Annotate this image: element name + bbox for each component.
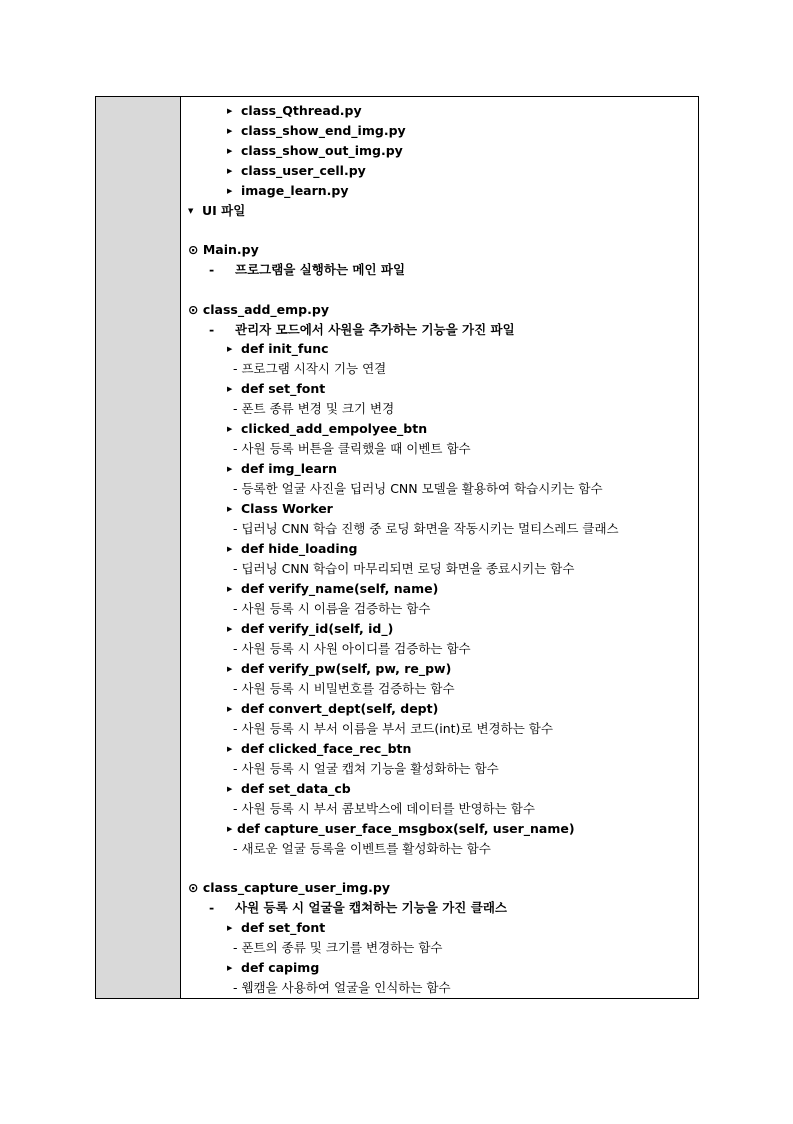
- list-item: ▶ class_Qthread.py: [227, 101, 362, 121]
- bullet-icon: ▶: [227, 924, 233, 932]
- function-description: - 웹캠을 사용하여 얼굴을 인식하는 함수: [233, 980, 451, 995]
- content-cell: [181, 97, 698, 998]
- function-name: ▶ def img_learn: [227, 459, 337, 479]
- bullet-icon: ▶: [227, 187, 233, 195]
- file-heading-capture: ⊙ class_capture_user_img.py: [188, 880, 390, 895]
- function-name: ▶ def capimg: [227, 958, 319, 978]
- function-description: - 프로그램 시작시 기능 연결: [233, 361, 387, 376]
- function-name: ▶ def convert_dept(self, dept): [227, 699, 438, 719]
- function-description: - 폰트 종류 변경 및 크기 변경: [233, 401, 395, 416]
- list-item: ▶ image_learn.py: [227, 181, 349, 201]
- function-name: ▶ clicked_add_empolyee_btn: [227, 419, 427, 439]
- function-name: ▶ def verify_id(self, id_): [227, 619, 393, 639]
- bullet-icon: ▶: [227, 825, 233, 833]
- radio-dot-icon: ⊙: [188, 242, 203, 257]
- function-description: - 딥러닝 CNN 학습 진행 중 로딩 화면을 작동시키는 멀티스레드 클래스: [233, 521, 619, 536]
- function-description: - 딥러닝 CNN 학습이 마무리되면 로딩 화면을 종료시키는 함수: [233, 561, 575, 576]
- bullet-icon: ▶: [227, 147, 233, 155]
- radio-dot-icon: ⊙: [188, 302, 203, 317]
- function-name: ▶ def verify_pw(self, pw, re_pw): [227, 659, 451, 679]
- function-name: ▶ def verify_name(self, name): [227, 579, 438, 599]
- bullet-icon: ▶: [227, 385, 233, 393]
- bullet-icon: ▶: [227, 345, 233, 353]
- function-name: ▶ def hide_loading: [227, 539, 357, 559]
- function-name: ▶ def set_font: [227, 379, 325, 399]
- bullet-icon: ▶: [227, 505, 233, 513]
- function-description: - 폰트의 종류 및 크기를 변경하는 함수: [233, 940, 443, 955]
- ui-section-heading: ▼ UI 파일: [188, 201, 245, 221]
- function-description: - 사원 등록 시 부서 콤보박스에 데이터를 반영하는 함수: [233, 801, 535, 816]
- function-name: ▶ def set_font: [227, 918, 325, 938]
- function-description: - 사원 등록 시 사원 아이디를 검증하는 함수: [233, 641, 471, 656]
- file-description: - 사원 등록 시 얼굴을 캡쳐하는 기능을 가진 클래스: [209, 900, 507, 915]
- function-name: ▶ def set_data_cb: [227, 779, 351, 799]
- bullet-icon: ▶: [227, 625, 233, 633]
- list-item: ▶ class_show_end_img.py: [227, 121, 406, 141]
- function-description: - 사원 등록 시 얼굴 캡쳐 기능을 활성화하는 함수: [233, 761, 499, 776]
- function-description: - 새로운 얼굴 등록을 이벤트를 활성화하는 함수: [233, 841, 491, 856]
- function-name: ▶ Class Worker: [227, 499, 333, 519]
- bullet-icon: ▶: [227, 127, 233, 135]
- function-description: - 사원 등록 시 비밀번호를 검증하는 함수: [233, 681, 455, 696]
- file-description: - 관리자 모드에서 사원을 추가하는 기능을 가진 파일: [209, 322, 515, 337]
- triangle-down-icon: ▼: [188, 207, 194, 215]
- bullet-icon: ▶: [227, 107, 233, 115]
- bullet-icon: ▶: [227, 585, 233, 593]
- list-item: ▶ class_show_out_img.py: [227, 141, 403, 161]
- function-description: - 등록한 얼굴 사진을 딥러닝 CNN 모델을 활용하여 학습시키는 함수: [233, 481, 603, 496]
- function-description: - 사원 등록 시 이름을 검증하는 함수: [233, 601, 431, 616]
- left-label-cell: [96, 97, 181, 998]
- list-item: ▶ class_user_cell.py: [227, 161, 366, 181]
- bullet-icon: ▶: [227, 745, 233, 753]
- bullet-icon: ▶: [227, 665, 233, 673]
- document-table: [95, 96, 699, 999]
- bullet-icon: ▶: [227, 705, 233, 713]
- function-name: ▶ def init_func: [227, 339, 329, 359]
- bullet-icon: ▶: [227, 785, 233, 793]
- bullet-icon: ▶: [227, 167, 233, 175]
- file-heading-add-emp: ⊙ class_add_emp.py: [188, 302, 329, 317]
- function-name: ▶ def capture_user_face_msgbox(self, user_name): [227, 819, 575, 839]
- bullet-icon: ▶: [227, 465, 233, 473]
- radio-dot-icon: ⊙: [188, 880, 203, 895]
- function-description: - 사원 등록 버튼을 클릭했을 때 이벤트 함수: [233, 441, 471, 456]
- function-description: - 사원 등록 시 부서 이름을 부서 코드(int)로 변경하는 함수: [233, 721, 553, 736]
- bullet-icon: ▶: [227, 545, 233, 553]
- file-heading-main: ⊙ Main.py: [188, 242, 259, 257]
- file-description: - 프로그램을 실행하는 메인 파일: [209, 262, 406, 277]
- bullet-icon: ▶: [227, 964, 233, 972]
- function-name: ▶ def clicked_face_rec_btn: [227, 739, 411, 759]
- bullet-icon: ▶: [227, 425, 233, 433]
